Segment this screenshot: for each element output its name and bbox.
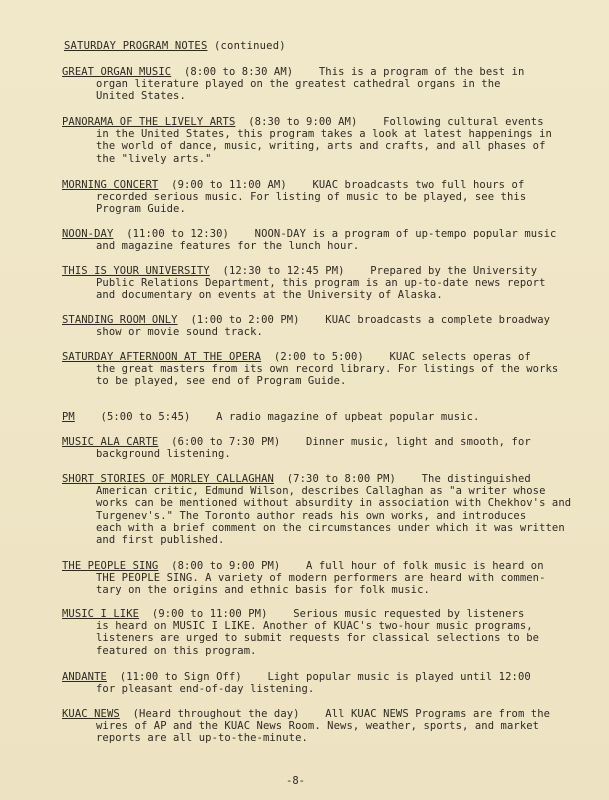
- entry-andante: [62, 671, 562, 695]
- entry-text: KUAC broadcasts a complete broadway: [325, 314, 551, 326]
- entry-title: GREAT ORGAN MUSIC: [62, 66, 172, 78]
- entry-title: STANDING ROOM ONLY: [62, 314, 178, 326]
- entry-text: wires of AP and the KUAC News Room. News, weather, sports, and market: [96, 720, 540, 733]
- entry-text: KUAC broadcasts two full hours of: [312, 179, 525, 191]
- entry-title: THIS IS YOUR UNIVERSITY: [62, 265, 210, 277]
- entry-text: Following cultural events: [383, 116, 544, 128]
- entry-saturday-opera: [62, 351, 562, 388]
- page-number: -8-: [286, 775, 305, 787]
- entry-time: (8:30 to 9:00 AM): [248, 116, 358, 128]
- entry-morning-concert: [62, 179, 562, 216]
- entry-time: (7:30 to 8:00 PM): [286, 473, 396, 485]
- entry-standing-room-only: [62, 314, 562, 338]
- heading-continued: (continued): [207, 40, 286, 52]
- entry-title: MUSIC I LIKE: [62, 608, 140, 620]
- entry-title: SHORT STORIES OF MORLEY CALLAGHAN: [62, 473, 274, 485]
- entry-panorama: [62, 116, 562, 165]
- entry-pm: [62, 411, 562, 423]
- entry-time: (5:00 to 5:45): [100, 411, 191, 423]
- entry-text: and first published.: [96, 534, 225, 547]
- entry-text: The distinguished: [421, 473, 531, 485]
- entry-text: to be played, see end of Program Guide.: [96, 375, 347, 388]
- entry-title: PANORAMA OF THE LIVELY ARTS: [62, 116, 236, 128]
- entry-text: Public Relations Department, this program is an up-to-date news report: [96, 277, 546, 290]
- entry-text: This is a program of the best in: [318, 66, 525, 78]
- entry-time: (11:00 to Sign Off): [119, 671, 242, 683]
- entry-this-is-your-university: [62, 265, 562, 302]
- entry-text: tary on the origins and ethnic basis for folk music.: [96, 584, 430, 597]
- entry-text: reports are all up-to-the-minute.: [96, 732, 308, 745]
- entry-text: and magazine features for the lunch hour.: [96, 240, 360, 253]
- entry-great-organ-music: [62, 66, 562, 103]
- entry-text: Prepared by the University: [370, 265, 538, 277]
- entry-text: listeners are urged to submit requests for classical selections to be: [96, 632, 540, 645]
- entry-title: PM: [62, 411, 75, 423]
- entry-music-i-like: [62, 608, 562, 657]
- entry-text: featured on this program.: [96, 644, 257, 657]
- entry-text: A radio magazine of upbeat popular music.: [216, 411, 480, 423]
- entry-text: background listening.: [96, 448, 231, 461]
- entry-title: ANDANTE: [62, 671, 107, 683]
- entry-text: works can be mentioned without absurdity in association with Chekhov's and: [96, 497, 572, 510]
- entry-text: KUAC selects operas of: [389, 351, 531, 363]
- entry-time: (8:00 to 8:30 AM): [184, 66, 294, 78]
- entry-text: each with a brief comment on the circumstances under which it was written: [96, 521, 565, 534]
- entry-noon-day: [62, 228, 562, 252]
- entry-short-stories: [62, 473, 572, 547]
- entry-text: organ literature played on the greatest cathedral organs in the: [96, 78, 501, 91]
- entry-time: (1:00 to 2:00 PM): [190, 314, 300, 326]
- entry-text: the "lively arts.": [96, 152, 212, 165]
- entry-time: (9:00 to 11:00 PM): [151, 608, 268, 620]
- entry-text: American critic, Edmund Wilson, describes Callaghan as "a writer whose: [96, 485, 546, 498]
- entry-text: Light popular music is played until 12:00: [267, 671, 531, 683]
- entry-text: All KUAC NEWS Programs are from the: [325, 708, 551, 720]
- entry-text: for pleasant end-of-day listening.: [96, 683, 315, 696]
- entry-time: (11:00 to 12:30): [126, 228, 229, 240]
- entry-text: recorded serious music. For listing of music to be played, see this: [96, 191, 527, 204]
- entry-text: NOON-DAY is a program of up-tempo popular music: [254, 228, 557, 240]
- entry-text: Program Guide.: [96, 203, 186, 216]
- entry-text: is heard on MUSIC I LIKE. Another of KUAC's two-hour music programs,: [96, 620, 533, 633]
- entry-music-ala-carte: [62, 436, 562, 460]
- entry-title: MUSIC ALA CARTE: [62, 436, 159, 448]
- entry-text: Dinner music, light and smooth, for: [306, 436, 531, 448]
- entry-text: Turgenev's." The Toronto author reads his own works, and introduces: [96, 509, 527, 522]
- entry-kuac-news: [62, 708, 562, 745]
- entry-text: the great masters from its own record library. For listings of the works: [96, 363, 559, 376]
- entry-text: Serious music requested by listeners: [293, 608, 525, 620]
- entry-time: (Heard throughout the day): [132, 708, 300, 720]
- entry-text: and documentary on events at the University of Alaska.: [96, 289, 443, 302]
- entry-time: (6:00 to 7:30 PM): [171, 436, 281, 448]
- entry-time: (2:00 to 5:00): [273, 351, 364, 363]
- entry-text: THE PEOPLE SING. A variety of modern performers are heard with commen-: [96, 572, 546, 585]
- entry-the-people-sing: [62, 560, 562, 597]
- entry-time: (8:00 to 9:00 PM): [171, 560, 281, 572]
- entry-text: A full hour of folk music is heard on: [306, 560, 544, 572]
- entry-text: United States.: [96, 90, 186, 103]
- entry-time: (12:30 to 12:45 PM): [222, 265, 345, 277]
- entry-text: the world of dance, music, writing, arts and crafts, and all phases of: [96, 140, 546, 153]
- entry-title: MORNING CONCERT: [62, 179, 159, 191]
- entry-text: in the United States, this program takes a look at latest happenings in: [96, 128, 552, 141]
- entry-title: NOON-DAY: [62, 228, 114, 240]
- entry-title: KUAC NEWS: [62, 708, 120, 720]
- entry-title: THE PEOPLE SING: [62, 560, 159, 572]
- entry-title: SATURDAY AFTERNOON AT THE OPERA: [62, 351, 262, 363]
- entry-time: (9:00 to 11:00 AM): [171, 179, 287, 191]
- heading-title: SATURDAY PROGRAM NOTES: [64, 40, 208, 52]
- entry-text: show or movie sound track.: [96, 326, 263, 339]
- page-heading: [64, 40, 286, 52]
